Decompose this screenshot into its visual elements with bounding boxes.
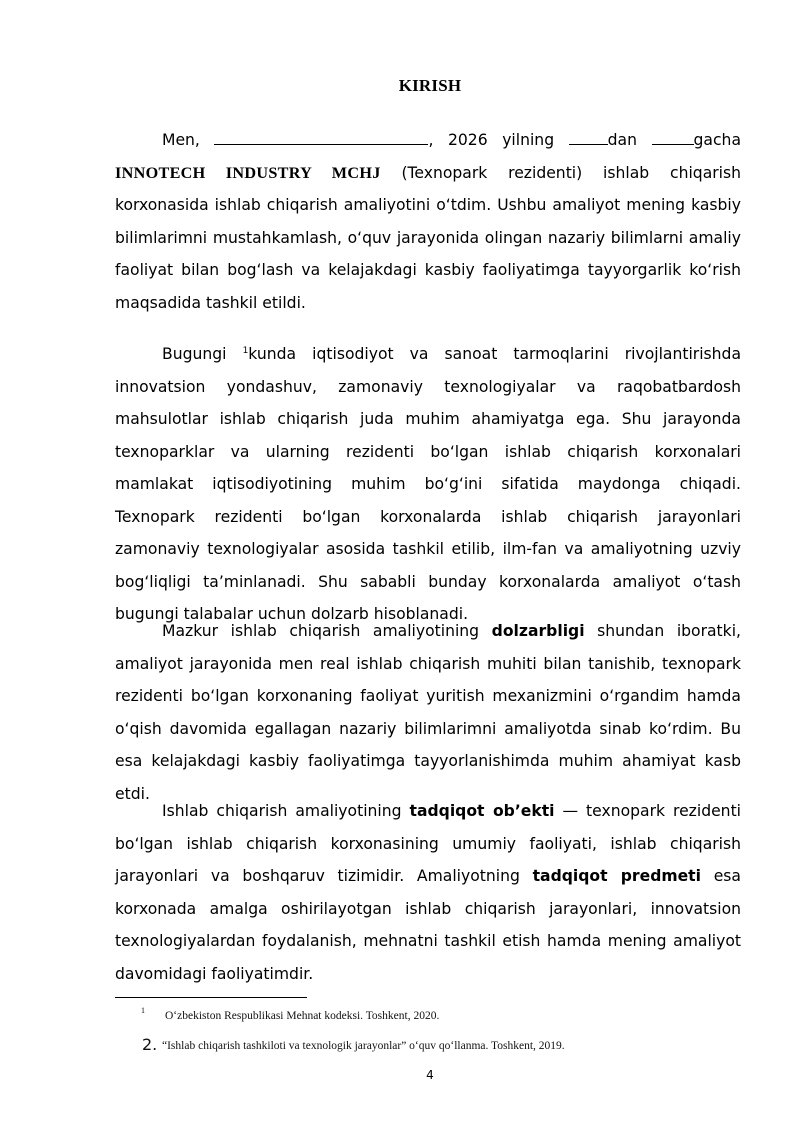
paragraph-text: kunda iqtisodiyot va sanoat tarmoqlarini rivojlantirishda innovatsion yondashuv, zamonaviy texnologiyalar va raqobatbardosh mahsulotlar ishlab chiqarish juda muhim ahamiyatga ega. Shu jarayonda texnoparklar va ularning rezidenti bo‘lgan ishlab chiqarish korxonalari mamlakat iqtisodiyotining muhim bo‘g‘ini sifatida maydonga chiqadi. Texnopark rezidenti bo‘lgan korxonalarda ishlab chiqarish jarayonlari zamonaviy texnologiyalar asosida tashkil etilib, ilm-fan va amaliyotning uzviy bog‘liqligi ta’minlanadi. Shu sababli bunday korxonalarda amaliyot o‘tash bugungi talabalar uchun dolzarb hisoblanadi.	[115, 345, 742, 623]
end-date-blank-field[interactable]	[652, 130, 694, 145]
footnote-text: “Ishlab chiqarish tashkiloti va texnologik jarayonlar” o‘quv qo‘llanma. Toshkent, 2019.	[162, 1040, 565, 1052]
footnote-separator	[115, 997, 307, 998]
paragraph-introduction	[115, 124, 741, 319]
footnote-mark: 2.	[142, 1035, 158, 1054]
paragraph-text: Men,	[162, 131, 215, 149]
paragraph-text: (Texnopark rezidenti) ishlab chiqarish korxonasida ishlab chiqarish amaliyotini o‘tdim. Ushbu amaliyot mening kasbiy bilimlarimni mustahkamlash, o‘quv jarayonida olingan nazariy bilimlarni amaliy faoliyat bilan bog‘lash va kelajakdagi kasbiy faoliyatimga tayyorgarlik ko‘rish maqsadida tashkil etildi.	[115, 163, 742, 312]
footnote-mark: 1	[141, 1006, 145, 1015]
paragraph-text: Ishlab chiqarish amaliyotining	[162, 802, 410, 820]
paragraph-text: Mazkur ishlab chiqarish amaliyotining	[162, 622, 492, 640]
paragraph-text: esa korxonada amalga oshirilayotgan ishlab chiqarish jarayonlari, innovatsion texnologiyalardan foydalanish, mehnatni tashkil etish hamda mening amaliyot davomidagi faoliyatimdir.	[115, 867, 741, 983]
start-date-blank-field[interactable]	[569, 130, 608, 145]
keyword-research-object: tadqiqot ob’ekti	[409, 802, 555, 820]
paragraph-text: dan	[607, 131, 652, 149]
footnote-text: O‘zbekiston Respublikasi Mehnat kodeksi. Toshkent, 2020.	[165, 1010, 440, 1022]
paragraph-text: , 2026 yilning	[428, 131, 569, 149]
paragraph-text: shundan iboratki, amaliyot jarayonida men real ishlab chiqarish muhiti bilan tanishib, texnopark rezidenti bo‘lgan korxonaning faoliyat yuritish mexanizmini o‘rgandim hamda o‘qish davomida egallagan nazariy bilimlarimni amaliyotda sinab ko‘rdim. Bu esa kelajakdagi kasbiy faoliyatimga tayyorlanishimda muhim ahamiyat kasb etdi.	[115, 622, 741, 803]
page-number: 4	[426, 1068, 434, 1082]
keyword-research-subject: tadqiqot predmeti	[532, 867, 701, 885]
paragraph-research-object	[115, 795, 741, 990]
paragraph-text: Bugungi	[162, 345, 243, 363]
company-name: INNOTECH INDUSTRY MCHJ	[115, 163, 381, 182]
paragraph-relevance	[115, 615, 741, 810]
paragraph-text: — texnopark rezidenti bo‘lgan ishlab chiqarish korxonasining umumiy faoliyati, ishlab chiqarish jarayonlari va boshqaruv tizimidir. Amaliyotning	[115, 802, 742, 885]
paragraph-context	[115, 338, 741, 631]
page-title: KIRISH	[398, 76, 462, 95]
name-blank-field[interactable]	[214, 130, 428, 145]
keyword-relevance: dolzarbligi	[491, 622, 585, 640]
paragraph-text: gacha	[693, 131, 741, 149]
footnote-reference[interactable]: 1	[242, 345, 249, 356]
